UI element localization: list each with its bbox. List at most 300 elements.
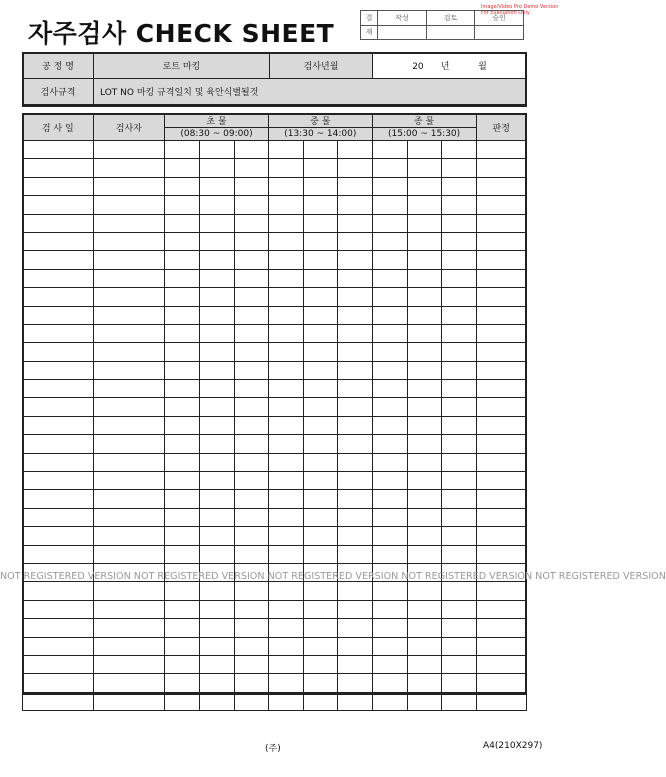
grid-cell[interactable]: [200, 251, 234, 269]
grid-cell[interactable]: [442, 416, 476, 434]
grid-cell[interactable]: [407, 692, 441, 710]
grid-cell[interactable]: [268, 600, 303, 618]
grid-cell[interactable]: [200, 361, 234, 379]
grid-cell[interactable]: [476, 545, 527, 563]
grid-cell[interactable]: [93, 490, 165, 508]
grid-cell[interactable]: [234, 306, 268, 324]
grid-cell[interactable]: [304, 361, 338, 379]
grid-cell[interactable]: [268, 674, 303, 692]
grid-cell[interactable]: [23, 288, 94, 306]
grid-cell[interactable]: [304, 674, 338, 692]
grid-cell[interactable]: [304, 343, 338, 361]
grid-cell[interactable]: [372, 582, 407, 600]
grid-cell[interactable]: [268, 619, 303, 637]
grid-cell[interactable]: [476, 288, 527, 306]
grid-cell[interactable]: [268, 343, 303, 361]
grid-cell[interactable]: [234, 472, 268, 490]
grid-cell[interactable]: [234, 416, 268, 434]
grid-cell[interactable]: [200, 674, 234, 692]
grid-cell[interactable]: [476, 416, 527, 434]
grid-cell[interactable]: [200, 159, 234, 177]
grid-cell[interactable]: [407, 177, 441, 195]
grid-cell[interactable]: [304, 141, 338, 159]
grid-cell[interactable]: [93, 453, 165, 471]
grid-cell[interactable]: [304, 435, 338, 453]
grid-cell[interactable]: [442, 674, 476, 692]
grid-cell[interactable]: [234, 655, 268, 673]
grid-cell[interactable]: [268, 177, 303, 195]
grid-cell[interactable]: [372, 361, 407, 379]
grid-cell[interactable]: [23, 361, 94, 379]
grid-cell[interactable]: [442, 324, 476, 342]
grid-cell[interactable]: [93, 637, 165, 655]
grid-cell[interactable]: [407, 232, 441, 250]
grid-cell[interactable]: [200, 324, 234, 342]
grid-cell[interactable]: [407, 545, 441, 563]
grid-cell[interactable]: [93, 619, 165, 637]
grid-cell[interactable]: [304, 177, 338, 195]
grid-cell[interactable]: [234, 508, 268, 526]
grid-cell[interactable]: [234, 269, 268, 287]
grid-cell[interactable]: [234, 288, 268, 306]
grid-cell[interactable]: [407, 269, 441, 287]
grid-cell[interactable]: [165, 600, 200, 618]
grid-cell[interactable]: [338, 324, 372, 342]
grid-cell[interactable]: [407, 361, 441, 379]
grid-cell[interactable]: [476, 435, 527, 453]
grid-cell[interactable]: [372, 692, 407, 710]
grid-cell[interactable]: [338, 472, 372, 490]
grid-cell[interactable]: [23, 472, 94, 490]
grid-cell[interactable]: [304, 600, 338, 618]
grid-cell[interactable]: [93, 196, 165, 214]
grid-cell[interactable]: [93, 324, 165, 342]
grid-cell[interactable]: [268, 269, 303, 287]
grid-cell[interactable]: [304, 214, 338, 232]
grid-cell[interactable]: [476, 214, 527, 232]
grid-cell[interactable]: [234, 177, 268, 195]
grid-cell[interactable]: [268, 398, 303, 416]
grid-cell[interactable]: [338, 232, 372, 250]
grid-cell[interactable]: [372, 159, 407, 177]
grid-cell[interactable]: [234, 490, 268, 508]
grid-cell[interactable]: [23, 508, 94, 526]
grid-cell[interactable]: [23, 343, 94, 361]
grid-cell[interactable]: [372, 251, 407, 269]
grid-cell[interactable]: [268, 582, 303, 600]
grid-cell[interactable]: [23, 214, 94, 232]
grid-cell[interactable]: [165, 655, 200, 673]
grid-cell[interactable]: [93, 141, 165, 159]
grid-cell[interactable]: [165, 324, 200, 342]
grid-cell[interactable]: [338, 141, 372, 159]
grid-cell[interactable]: [476, 196, 527, 214]
grid-cell[interactable]: [200, 416, 234, 434]
grid-cell[interactable]: [200, 177, 234, 195]
grid-cell[interactable]: [442, 472, 476, 490]
grid-cell[interactable]: [338, 306, 372, 324]
grid-cell[interactable]: [442, 251, 476, 269]
grid-cell[interactable]: [304, 637, 338, 655]
grid-cell[interactable]: [200, 196, 234, 214]
grid-cell[interactable]: [476, 527, 527, 545]
grid-cell[interactable]: [407, 288, 441, 306]
grid-cell[interactable]: [407, 416, 441, 434]
grid-cell[interactable]: [200, 232, 234, 250]
grid-cell[interactable]: [268, 380, 303, 398]
grid-cell[interactable]: [338, 159, 372, 177]
grid-cell[interactable]: [93, 398, 165, 416]
approval-sign-write[interactable]: [378, 25, 427, 40]
grid-cell[interactable]: [268, 453, 303, 471]
grid-cell[interactable]: [372, 637, 407, 655]
grid-cell[interactable]: [476, 637, 527, 655]
grid-cell[interactable]: [23, 177, 94, 195]
grid-cell[interactable]: [407, 600, 441, 618]
grid-cell[interactable]: [442, 619, 476, 637]
approval-sign-review[interactable]: [426, 25, 475, 40]
grid-cell[interactable]: [407, 453, 441, 471]
grid-cell[interactable]: [372, 508, 407, 526]
grid-cell[interactable]: [200, 527, 234, 545]
grid-cell[interactable]: [442, 600, 476, 618]
grid-cell[interactable]: [338, 177, 372, 195]
grid-cell[interactable]: [200, 619, 234, 637]
grid-cell[interactable]: [200, 582, 234, 600]
grid-cell[interactable]: [93, 269, 165, 287]
grid-cell[interactable]: [476, 177, 527, 195]
grid-cell[interactable]: [268, 141, 303, 159]
grid-cell[interactable]: [442, 196, 476, 214]
grid-cell[interactable]: [93, 674, 165, 692]
grid-cell[interactable]: [407, 398, 441, 416]
grid-cell[interactable]: [476, 619, 527, 637]
grid-cell[interactable]: [338, 343, 372, 361]
grid-cell[interactable]: [200, 692, 234, 710]
grid-cell[interactable]: [442, 545, 476, 563]
grid-cell[interactable]: [476, 490, 527, 508]
grid-cell[interactable]: [23, 674, 94, 692]
grid-cell[interactable]: [476, 159, 527, 177]
grid-cell[interactable]: [476, 306, 527, 324]
grid-cell[interactable]: [165, 582, 200, 600]
grid-cell[interactable]: [200, 508, 234, 526]
grid-cell[interactable]: [442, 398, 476, 416]
grid-cell[interactable]: [234, 674, 268, 692]
grid-cell[interactable]: [338, 435, 372, 453]
grid-cell[interactable]: [234, 159, 268, 177]
grid-cell[interactable]: [23, 416, 94, 434]
grid-cell[interactable]: [338, 269, 372, 287]
grid-cell[interactable]: [165, 416, 200, 434]
grid-cell[interactable]: [407, 619, 441, 637]
grid-cell[interactable]: [372, 674, 407, 692]
grid-cell[interactable]: [165, 398, 200, 416]
grid-cell[interactable]: [407, 380, 441, 398]
grid-cell[interactable]: [476, 324, 527, 342]
grid-cell[interactable]: [234, 435, 268, 453]
grid-cell[interactable]: [268, 637, 303, 655]
grid-cell[interactable]: [93, 416, 165, 434]
grid-cell[interactable]: [23, 619, 94, 637]
grid-cell[interactable]: [442, 343, 476, 361]
grid-cell[interactable]: [23, 232, 94, 250]
grid-cell[interactable]: [372, 545, 407, 563]
grid-cell[interactable]: [304, 619, 338, 637]
grid-cell[interactable]: [407, 251, 441, 269]
grid-cell[interactable]: [304, 472, 338, 490]
grid-cell[interactable]: [93, 508, 165, 526]
grid-cell[interactable]: [442, 637, 476, 655]
grid-cell[interactable]: [200, 435, 234, 453]
grid-cell[interactable]: [268, 490, 303, 508]
grid-cell[interactable]: [338, 380, 372, 398]
grid-cell[interactable]: [268, 324, 303, 342]
grid-cell[interactable]: [23, 306, 94, 324]
grid-cell[interactable]: [200, 655, 234, 673]
grid-cell[interactable]: [372, 380, 407, 398]
grid-cell[interactable]: [93, 159, 165, 177]
grid-cell[interactable]: [304, 380, 338, 398]
grid-cell[interactable]: [234, 196, 268, 214]
period-value[interactable]: 20 년 월: [373, 53, 527, 79]
grid-cell[interactable]: [23, 251, 94, 269]
grid-cell[interactable]: [93, 232, 165, 250]
grid-cell[interactable]: [93, 655, 165, 673]
grid-cell[interactable]: [338, 196, 372, 214]
grid-cell[interactable]: [268, 692, 303, 710]
grid-cell[interactable]: [93, 435, 165, 453]
grid-cell[interactable]: [23, 269, 94, 287]
grid-cell[interactable]: [407, 527, 441, 545]
grid-cell[interactable]: [165, 288, 200, 306]
grid-cell[interactable]: [304, 508, 338, 526]
grid-cell[interactable]: [165, 435, 200, 453]
grid-cell[interactable]: [268, 196, 303, 214]
grid-cell[interactable]: [304, 251, 338, 269]
grid-cell[interactable]: [442, 508, 476, 526]
grid-cell[interactable]: [407, 490, 441, 508]
grid-cell[interactable]: [338, 361, 372, 379]
grid-cell[interactable]: [23, 398, 94, 416]
grid-cell[interactable]: [268, 416, 303, 434]
grid-cell[interactable]: [372, 435, 407, 453]
grid-cell[interactable]: [407, 159, 441, 177]
grid-cell[interactable]: [93, 251, 165, 269]
grid-cell[interactable]: [23, 453, 94, 471]
grid-cell[interactable]: [23, 600, 94, 618]
grid-cell[interactable]: [165, 619, 200, 637]
grid-cell[interactable]: [442, 527, 476, 545]
grid-cell[interactable]: [407, 324, 441, 342]
grid-cell[interactable]: [200, 380, 234, 398]
grid-cell[interactable]: [442, 232, 476, 250]
grid-cell[interactable]: [200, 545, 234, 563]
grid-cell[interactable]: [234, 141, 268, 159]
grid-cell[interactable]: [268, 214, 303, 232]
grid-cell[interactable]: [23, 527, 94, 545]
grid-cell[interactable]: [93, 380, 165, 398]
grid-cell[interactable]: [165, 527, 200, 545]
grid-cell[interactable]: [234, 343, 268, 361]
grid-cell[interactable]: [165, 269, 200, 287]
grid-cell[interactable]: [338, 398, 372, 416]
grid-cell[interactable]: [304, 545, 338, 563]
grid-cell[interactable]: [234, 545, 268, 563]
grid-cell[interactable]: [268, 288, 303, 306]
grid-cell[interactable]: [23, 324, 94, 342]
grid-cell[interactable]: [338, 453, 372, 471]
grid-cell[interactable]: [93, 214, 165, 232]
grid-cell[interactable]: [338, 416, 372, 434]
grid-cell[interactable]: [476, 269, 527, 287]
grid-cell[interactable]: [165, 674, 200, 692]
grid-cell[interactable]: [407, 674, 441, 692]
grid-cell[interactable]: [165, 545, 200, 563]
grid-cell[interactable]: [304, 324, 338, 342]
grid-cell[interactable]: [200, 288, 234, 306]
grid-cell[interactable]: [268, 435, 303, 453]
grid-cell[interactable]: [372, 324, 407, 342]
grid-cell[interactable]: [93, 288, 165, 306]
grid-cell[interactable]: [165, 472, 200, 490]
grid-cell[interactable]: [165, 251, 200, 269]
grid-cell[interactable]: [338, 619, 372, 637]
grid-cell[interactable]: [165, 380, 200, 398]
grid-cell[interactable]: [304, 527, 338, 545]
grid-cell[interactable]: [200, 637, 234, 655]
grid-cell[interactable]: [476, 251, 527, 269]
grid-cell[interactable]: [304, 159, 338, 177]
grid-cell[interactable]: [407, 141, 441, 159]
grid-cell[interactable]: [476, 380, 527, 398]
grid-cell[interactable]: [304, 490, 338, 508]
grid-cell[interactable]: [93, 177, 165, 195]
grid-cell[interactable]: [372, 232, 407, 250]
grid-cell[interactable]: [165, 361, 200, 379]
grid-cell[interactable]: [372, 343, 407, 361]
grid-cell[interactable]: [476, 674, 527, 692]
grid-cell[interactable]: [442, 655, 476, 673]
grid-cell[interactable]: [234, 232, 268, 250]
grid-cell[interactable]: [304, 288, 338, 306]
grid-cell[interactable]: [372, 288, 407, 306]
grid-cell[interactable]: [234, 453, 268, 471]
grid-cell[interactable]: [304, 306, 338, 324]
grid-cell[interactable]: [234, 398, 268, 416]
grid-cell[interactable]: [442, 380, 476, 398]
grid-cell[interactable]: [234, 692, 268, 710]
grid-cell[interactable]: [407, 343, 441, 361]
grid-cell[interactable]: [304, 232, 338, 250]
grid-cell[interactable]: [442, 159, 476, 177]
grid-cell[interactable]: [234, 324, 268, 342]
grid-cell[interactable]: [304, 692, 338, 710]
grid-cell[interactable]: [338, 692, 372, 710]
grid-cell[interactable]: [407, 582, 441, 600]
grid-cell[interactable]: [372, 141, 407, 159]
grid-cell[interactable]: [23, 159, 94, 177]
grid-cell[interactable]: [476, 472, 527, 490]
grid-cell[interactable]: [268, 306, 303, 324]
grid-cell[interactable]: [372, 398, 407, 416]
grid-cell[interactable]: [476, 655, 527, 673]
grid-cell[interactable]: [442, 288, 476, 306]
grid-cell[interactable]: [23, 582, 94, 600]
grid-cell[interactable]: [476, 361, 527, 379]
grid-cell[interactable]: [93, 361, 165, 379]
grid-cell[interactable]: [165, 692, 200, 710]
grid-cell[interactable]: [165, 508, 200, 526]
grid-cell[interactable]: [476, 232, 527, 250]
grid-cell[interactable]: [407, 196, 441, 214]
grid-cell[interactable]: [23, 637, 94, 655]
grid-cell[interactable]: [476, 398, 527, 416]
grid-cell[interactable]: [372, 306, 407, 324]
grid-cell[interactable]: [268, 361, 303, 379]
grid-cell[interactable]: [93, 472, 165, 490]
grid-cell[interactable]: [165, 232, 200, 250]
grid-cell[interactable]: [165, 214, 200, 232]
grid-cell[interactable]: [338, 582, 372, 600]
grid-cell[interactable]: [165, 196, 200, 214]
grid-cell[interactable]: [23, 692, 94, 710]
grid-cell[interactable]: [234, 361, 268, 379]
grid-cell[interactable]: [372, 600, 407, 618]
grid-cell[interactable]: [372, 527, 407, 545]
grid-cell[interactable]: [442, 490, 476, 508]
grid-cell[interactable]: [93, 306, 165, 324]
grid-cell[interactable]: [372, 453, 407, 471]
grid-cell[interactable]: [338, 655, 372, 673]
grid-cell[interactable]: [93, 527, 165, 545]
grid-cell[interactable]: [442, 141, 476, 159]
grid-cell[interactable]: [200, 343, 234, 361]
grid-cell[interactable]: [165, 343, 200, 361]
grid-cell[interactable]: [165, 177, 200, 195]
grid-cell[interactable]: [268, 232, 303, 250]
grid-cell[interactable]: [23, 380, 94, 398]
grid-cell[interactable]: [165, 159, 200, 177]
grid-cell[interactable]: [338, 251, 372, 269]
grid-cell[interactable]: [23, 141, 94, 159]
grid-cell[interactable]: [476, 343, 527, 361]
grid-cell[interactable]: [23, 655, 94, 673]
grid-cell[interactable]: [372, 619, 407, 637]
grid-cell[interactable]: [372, 177, 407, 195]
grid-cell[interactable]: [268, 159, 303, 177]
grid-cell[interactable]: [200, 600, 234, 618]
grid-cell[interactable]: [200, 490, 234, 508]
grid-cell[interactable]: [338, 600, 372, 618]
grid-cell[interactable]: [304, 655, 338, 673]
grid-cell[interactable]: [268, 655, 303, 673]
grid-cell[interactable]: [93, 343, 165, 361]
grid-cell[interactable]: [372, 269, 407, 287]
grid-cell[interactable]: [93, 545, 165, 563]
approval-sign-approve[interactable]: [475, 25, 524, 40]
grid-cell[interactable]: [304, 582, 338, 600]
grid-cell[interactable]: [442, 269, 476, 287]
grid-cell[interactable]: [93, 582, 165, 600]
grid-cell[interactable]: [234, 582, 268, 600]
grid-cell[interactable]: [304, 196, 338, 214]
grid-cell[interactable]: [234, 214, 268, 232]
grid-cell[interactable]: [338, 490, 372, 508]
grid-cell[interactable]: [372, 416, 407, 434]
grid-cell[interactable]: [304, 269, 338, 287]
grid-cell[interactable]: [93, 600, 165, 618]
